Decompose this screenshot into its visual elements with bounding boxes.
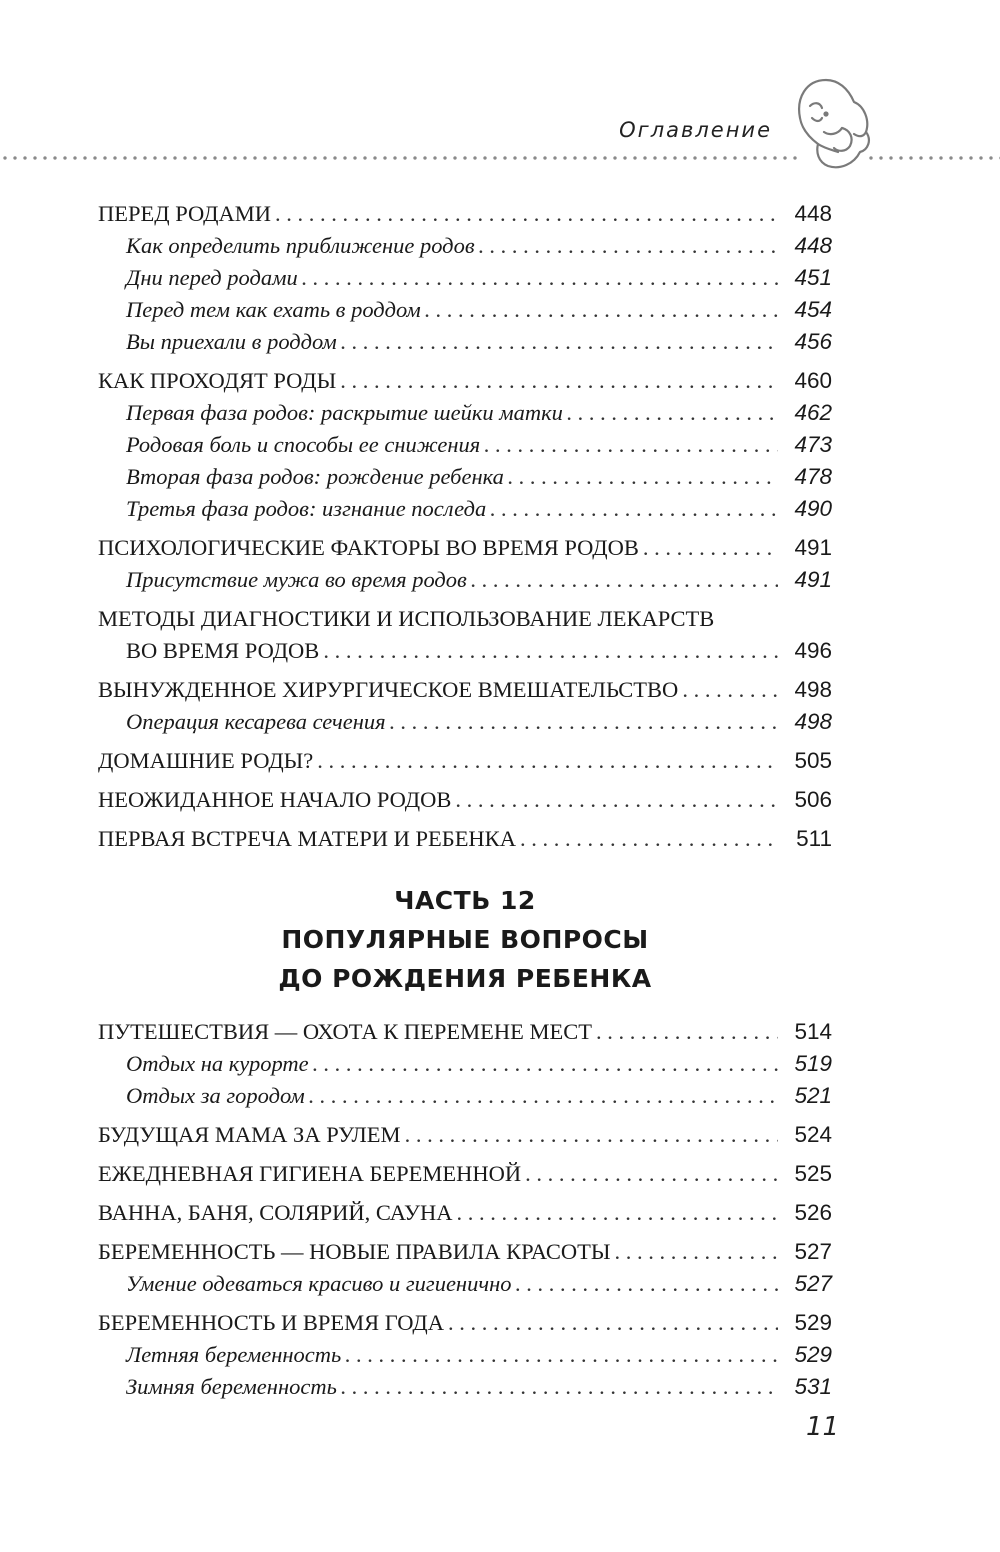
- entry-page-number: 462: [794, 400, 832, 425]
- entry-title: Первая фаза родов: раскрытие шейки матки: [126, 400, 563, 425]
- entry-title: ЕЖЕДНЕВНАЯ ГИГИЕНА БЕРЕМЕННОЙ: [98, 1161, 522, 1186]
- entry-title: Отдых за городом: [126, 1083, 305, 1108]
- entry-title: ВЫНУЖДЕННОЕ ХИРУРГИЧЕСКОЕ ВМЕШАТЕЛЬСТВО: [98, 677, 679, 702]
- entry-page-number: 527: [794, 1239, 832, 1264]
- entry-title: Летняя беременность: [126, 1342, 342, 1367]
- dot-leader: [405, 1119, 778, 1151]
- entry-title: Вы приехали в роддом: [126, 329, 337, 354]
- entry-title: ПЕРЕД РОДАМИ: [98, 201, 271, 226]
- toc-section: [98, 1236, 832, 1300]
- entry-title: ПЕРВАЯ ВСТРЕЧА МАТЕРИ И РЕБЕНКА: [98, 826, 516, 851]
- toc-entry-sub[interactable]: [98, 1339, 832, 1371]
- entry-page-number: 454: [794, 297, 832, 322]
- dot-leader: [317, 745, 778, 777]
- entry-page-number: 478: [794, 464, 832, 489]
- toc-entry-main[interactable]: [98, 1236, 832, 1268]
- toc-section: [98, 1119, 832, 1151]
- entry-page-number: 451: [794, 265, 832, 290]
- entry-page-number: 524: [794, 1122, 832, 1147]
- dot-leader: [490, 493, 778, 525]
- toc-entry-sub[interactable]: [98, 397, 832, 429]
- toc-entry-sub[interactable]: [98, 230, 832, 262]
- dot-leader: [340, 365, 778, 397]
- part-heading: [98, 881, 832, 998]
- entry-page-number: 527: [794, 1271, 832, 1296]
- dotted-rule: [866, 156, 1000, 160]
- dot-leader: [309, 1080, 778, 1112]
- toc-section: [98, 1197, 832, 1229]
- toc-entry-sub[interactable]: [98, 429, 832, 461]
- entry-title: Операция кесарева сечения: [126, 709, 386, 734]
- entry-page-number: 491: [794, 567, 832, 592]
- dot-leader: [455, 784, 778, 816]
- entry-title: ПУТЕШЕСТВИЯ — ОХОТА К ПЕРЕМЕНЕ МЕСТ: [98, 1019, 592, 1044]
- entry-page-number: 498: [794, 677, 832, 702]
- entry-page-number: 526: [794, 1200, 832, 1225]
- entry-page-number: 496: [794, 638, 832, 663]
- page-header: [0, 70, 1000, 170]
- toc-section: [98, 532, 832, 596]
- part-heading-line2: ПОПУЛЯРНЫЕ ВОПРОСЫ: [281, 925, 649, 954]
- toc-section: [98, 1016, 832, 1112]
- entry-title: ДОМАШНИЕ РОДЫ?: [98, 748, 314, 773]
- toc-section: [98, 1307, 832, 1403]
- toc-section: [98, 365, 832, 525]
- toc-entry-main[interactable]: [98, 1119, 832, 1151]
- toc-entry-main[interactable]: [98, 823, 832, 855]
- entry-page-number: 521: [794, 1083, 832, 1108]
- entry-page-number: 529: [794, 1342, 832, 1367]
- toc-entry-sub[interactable]: [98, 564, 832, 596]
- dot-leader: [643, 532, 778, 564]
- entry-title: Родовая боль и способы ее снижения: [126, 432, 481, 457]
- entry-page-number: 498: [794, 709, 832, 734]
- dot-leader: [682, 674, 778, 706]
- entry-title: ВАННА, БАНЯ, СОЛЯРИЙ, САУНА: [98, 1200, 453, 1225]
- dot-leader: [341, 326, 778, 358]
- dot-leader: [479, 230, 778, 262]
- dot-leader: [425, 294, 778, 326]
- toc-entry-sub[interactable]: [98, 461, 832, 493]
- entry-title: Отдых на курорте: [126, 1051, 309, 1076]
- entry-page-number: 505: [794, 748, 832, 773]
- entry-page-number: 511: [796, 826, 832, 851]
- part-heading-line3: ДО РОЖДЕНИЯ РЕБЕНКА: [278, 964, 652, 993]
- toc-entry-sub[interactable]: [98, 706, 832, 738]
- toc-entry-sub[interactable]: [98, 1048, 832, 1080]
- toc-entry-sub[interactable]: [98, 1080, 832, 1112]
- dot-leader: [302, 262, 778, 294]
- entry-title: ПСИХОЛОГИЧЕСКИЕ ФАКТОРЫ ВО ВРЕМЯ РОДОВ: [98, 535, 639, 560]
- toc-section: [98, 198, 832, 358]
- entry-title: НЕОЖИДАННОЕ НАЧАЛО РОДОВ: [98, 787, 452, 812]
- entry-title: Перед тем как ехать в роддом: [126, 297, 421, 322]
- toc-entry-main[interactable]: [98, 1307, 832, 1339]
- toc-entry-sub[interactable]: [98, 326, 832, 358]
- toc-entry-main[interactable]: [98, 532, 832, 564]
- toc-section: [98, 674, 832, 738]
- entry-page-number: 519: [794, 1051, 832, 1076]
- dot-leader: [471, 564, 778, 596]
- dot-leader: [456, 1197, 778, 1229]
- entry-title: Третья фаза родов: изгнание последа: [126, 496, 487, 521]
- baby-icon: [788, 72, 878, 172]
- toc-section: [98, 784, 832, 816]
- dot-leader: [341, 1371, 778, 1403]
- entry-title: БЕРЕМЕННОСТЬ И ВРЕМЯ ГОДА: [98, 1310, 444, 1335]
- toc-section: [98, 1158, 832, 1190]
- dot-leader: [567, 397, 778, 429]
- entry-page-number: 473: [794, 432, 832, 457]
- dotted-rule: [0, 156, 800, 160]
- toc-section: [98, 745, 832, 777]
- toc-entry-main[interactable]: [98, 1016, 832, 1048]
- dot-leader: [448, 1307, 778, 1339]
- entry-page-number: 448: [794, 201, 832, 226]
- dot-leader: [615, 1236, 778, 1268]
- toc-entry-sub[interactable]: [98, 294, 832, 326]
- toc-entry-main[interactable]: [98, 674, 832, 706]
- entry-page-number: 491: [794, 535, 832, 560]
- toc-entry-sub[interactable]: [98, 1268, 832, 1300]
- entry-title: Присутствие мужа во время родов: [126, 567, 467, 592]
- toc-entry-sub[interactable]: [98, 493, 832, 525]
- entry-page-number: 448: [794, 233, 832, 258]
- toc-entry-main[interactable]: [98, 1158, 832, 1190]
- dot-leader: [390, 706, 778, 738]
- dot-leader: [596, 1016, 778, 1048]
- dot-leader: [516, 1268, 779, 1300]
- dot-leader: [484, 429, 778, 461]
- entry-page-number: 490: [794, 496, 832, 521]
- entry-page-number: 514: [794, 1019, 832, 1044]
- entry-title: Зимняя беременность: [126, 1374, 337, 1399]
- entry-page-number: 460: [794, 368, 832, 393]
- entry-title: БУДУЩАЯ МАМА ЗА РУЛЕМ: [98, 1122, 401, 1147]
- entry-title: ВО ВРЕМЯ РОДОВ: [126, 638, 320, 663]
- entry-page-number: 531: [794, 1374, 832, 1399]
- toc-entry-main[interactable]: [98, 745, 832, 777]
- toc-section: [98, 823, 832, 855]
- entry-page-number: 506: [794, 787, 832, 812]
- dot-leader: [508, 461, 778, 493]
- toc-section: [98, 603, 832, 667]
- entry-title: КАК ПРОХОДЯТ РОДЫ: [98, 368, 337, 393]
- dot-leader: [275, 198, 778, 230]
- dot-leader: [520, 823, 778, 855]
- part-heading-line1: ЧАСТЬ 12: [394, 886, 536, 915]
- page-number: 11: [806, 1412, 840, 1442]
- entry-title-line1[interactable]: МЕТОДЫ ДИАГНОСТИКИ И ИСПОЛЬЗОВАНИЕ ЛЕКАРСТВ: [98, 606, 715, 631]
- entry-title: БЕРЕМЕННОСТЬ — НОВЫЕ ПРАВИЛА КРАСОТЫ: [98, 1239, 611, 1264]
- entry-title: Дни перед родами: [126, 265, 298, 290]
- entry-page-number: 529: [794, 1310, 832, 1335]
- toc-entry-main[interactable]: [98, 365, 832, 397]
- toc-entry-main[interactable]: [98, 1197, 832, 1229]
- entry-page-number: 456: [794, 329, 832, 354]
- toc-entry-main[interactable]: [98, 784, 832, 816]
- entry-page-number: 525: [794, 1161, 832, 1186]
- dot-leader: [345, 1339, 778, 1371]
- toc-entry-sub[interactable]: [98, 262, 832, 294]
- running-title: Оглавление: [619, 118, 772, 142]
- dot-leader: [313, 1048, 778, 1080]
- dot-leader: [323, 635, 778, 667]
- toc-entry-main[interactable]: [98, 635, 832, 667]
- toc-entry-main[interactable]: [98, 198, 832, 230]
- table-of-contents: [98, 198, 832, 1410]
- entry-title: Как определить приближение родов: [126, 233, 475, 258]
- entry-title: Вторая фаза родов: рождение ребенка: [126, 464, 504, 489]
- dot-leader: [525, 1158, 778, 1190]
- toc-entry-sub[interactable]: [98, 1371, 832, 1403]
- entry-title: Умение одеваться красиво и гигиенично: [126, 1271, 512, 1296]
